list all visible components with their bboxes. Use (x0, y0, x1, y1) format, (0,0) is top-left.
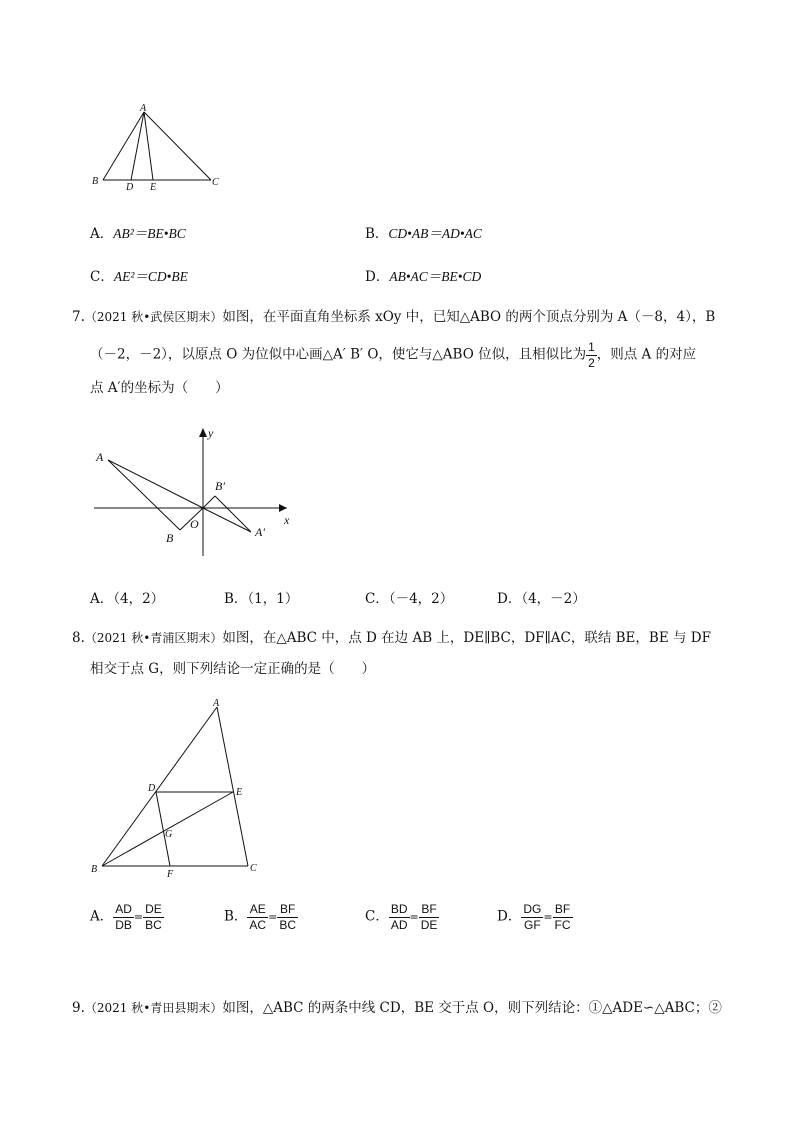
q7-label-A: A (96, 450, 104, 464)
q6-label-D: D (126, 182, 134, 193)
q8-label-A: A (213, 698, 220, 709)
q7-label-B-prime: B′ (215, 479, 225, 493)
q7-y-arrow (199, 428, 207, 437)
q8-option-c: C． $\frac{BD}{AD}$ = $\frac{BF}{DE}$ (365, 902, 438, 932)
q6-label-B: B (92, 176, 99, 187)
q8-triangle-figure (85, 695, 265, 880)
q6-option-d: D．AB•AC＝BE•CD (365, 269, 482, 285)
q8-option-d: D． $\frac{DG}{GF}$ = $\frac{BF}{FC}$ (497, 902, 571, 932)
q7-option-d: D．（4，－2） (497, 591, 586, 607)
q7-option-c: C．（－4，2） (365, 591, 454, 607)
q7-option-b: B．（1，1） (224, 591, 299, 607)
q7-stem-line2: （－2，－2），以原点 O 为位似中心画△A′ B′ O，使它与△ABO 位似，且相似比为 $\frac{1}{2}$ ，则点 A 的对应 (90, 340, 697, 370)
q9-source: （2021 秋•青田县期末） (84, 1001, 223, 1015)
q7-label-O: O (190, 517, 199, 531)
q7-label-x: x (284, 513, 290, 527)
q7-x-arrow (279, 504, 287, 512)
q9-stem-line1: 9.（2021 秋•青田县期末）如图，△ABC 的两条中线 CD，BE 交于点 O，则下列结论：①△ADE∽△ABC；② (72, 1000, 722, 1016)
q8-label-E: E (236, 787, 243, 798)
q7-stem-line1: 7.（2021 秋•武侯区期末）如图，在平面直角坐标系 xOy 中，已知△ABO 的两个顶点分别为 A（－8，4），B (72, 309, 716, 325)
q6-option-b: B．CD•AB＝AD•AC (365, 226, 482, 242)
q7-ratio-fraction: $\frac{1}{2}$ (588, 340, 595, 370)
q8-option-a: A． $\frac{AD}{DB}$ = $\frac{DE}{BC}$ (90, 902, 162, 932)
q8-stem-line1: 8.（2021 秋•青浦区期末）如图，在△ABC 中，点 D 在边 AB 上，DE∥BC，DF∥AC，联结 BE，BE 与 DF (72, 630, 711, 646)
q7-label-y: y (208, 426, 214, 440)
q8-label-F: F (167, 869, 174, 880)
q7-coordinate-figure (90, 422, 305, 562)
q8-stem-line2: 相交于点 G，则下列结论一定正确的是（ ） (90, 661, 376, 677)
q9-number: 9. (72, 1000, 85, 1016)
q7-source: （2021 秋•武侯区期末） (84, 310, 223, 324)
q8-option-b: B． $\frac{AE}{AC}$ = $\frac{BF}{BC}$ (224, 902, 296, 932)
q7-stem-line3: 点 A′的坐标为（ ） (90, 380, 229, 396)
q6-option-c: C．AE²＝CD•BE (90, 269, 188, 285)
q7-number: 7. (72, 309, 85, 325)
q6-option-a: A．AB²＝BE•BC (90, 226, 186, 242)
q8-label-C: C (250, 863, 257, 874)
q7-option-a: A．（4，2） (90, 591, 165, 607)
q8-label-B: B (91, 864, 98, 875)
q6-triangle-figure (88, 100, 228, 195)
q6-label-C: C (212, 177, 219, 188)
q7-label-A-prime: A′ (255, 525, 265, 539)
q6-label-E: E (150, 182, 157, 193)
q6-label-A: A (140, 103, 147, 114)
q8-source: （2021 秋•青浦区期末） (84, 631, 223, 645)
q8-label-G: G (165, 829, 173, 840)
q7-label-B: B (166, 531, 174, 545)
q8-number: 8. (72, 630, 85, 646)
q8-label-D: D (148, 783, 156, 794)
